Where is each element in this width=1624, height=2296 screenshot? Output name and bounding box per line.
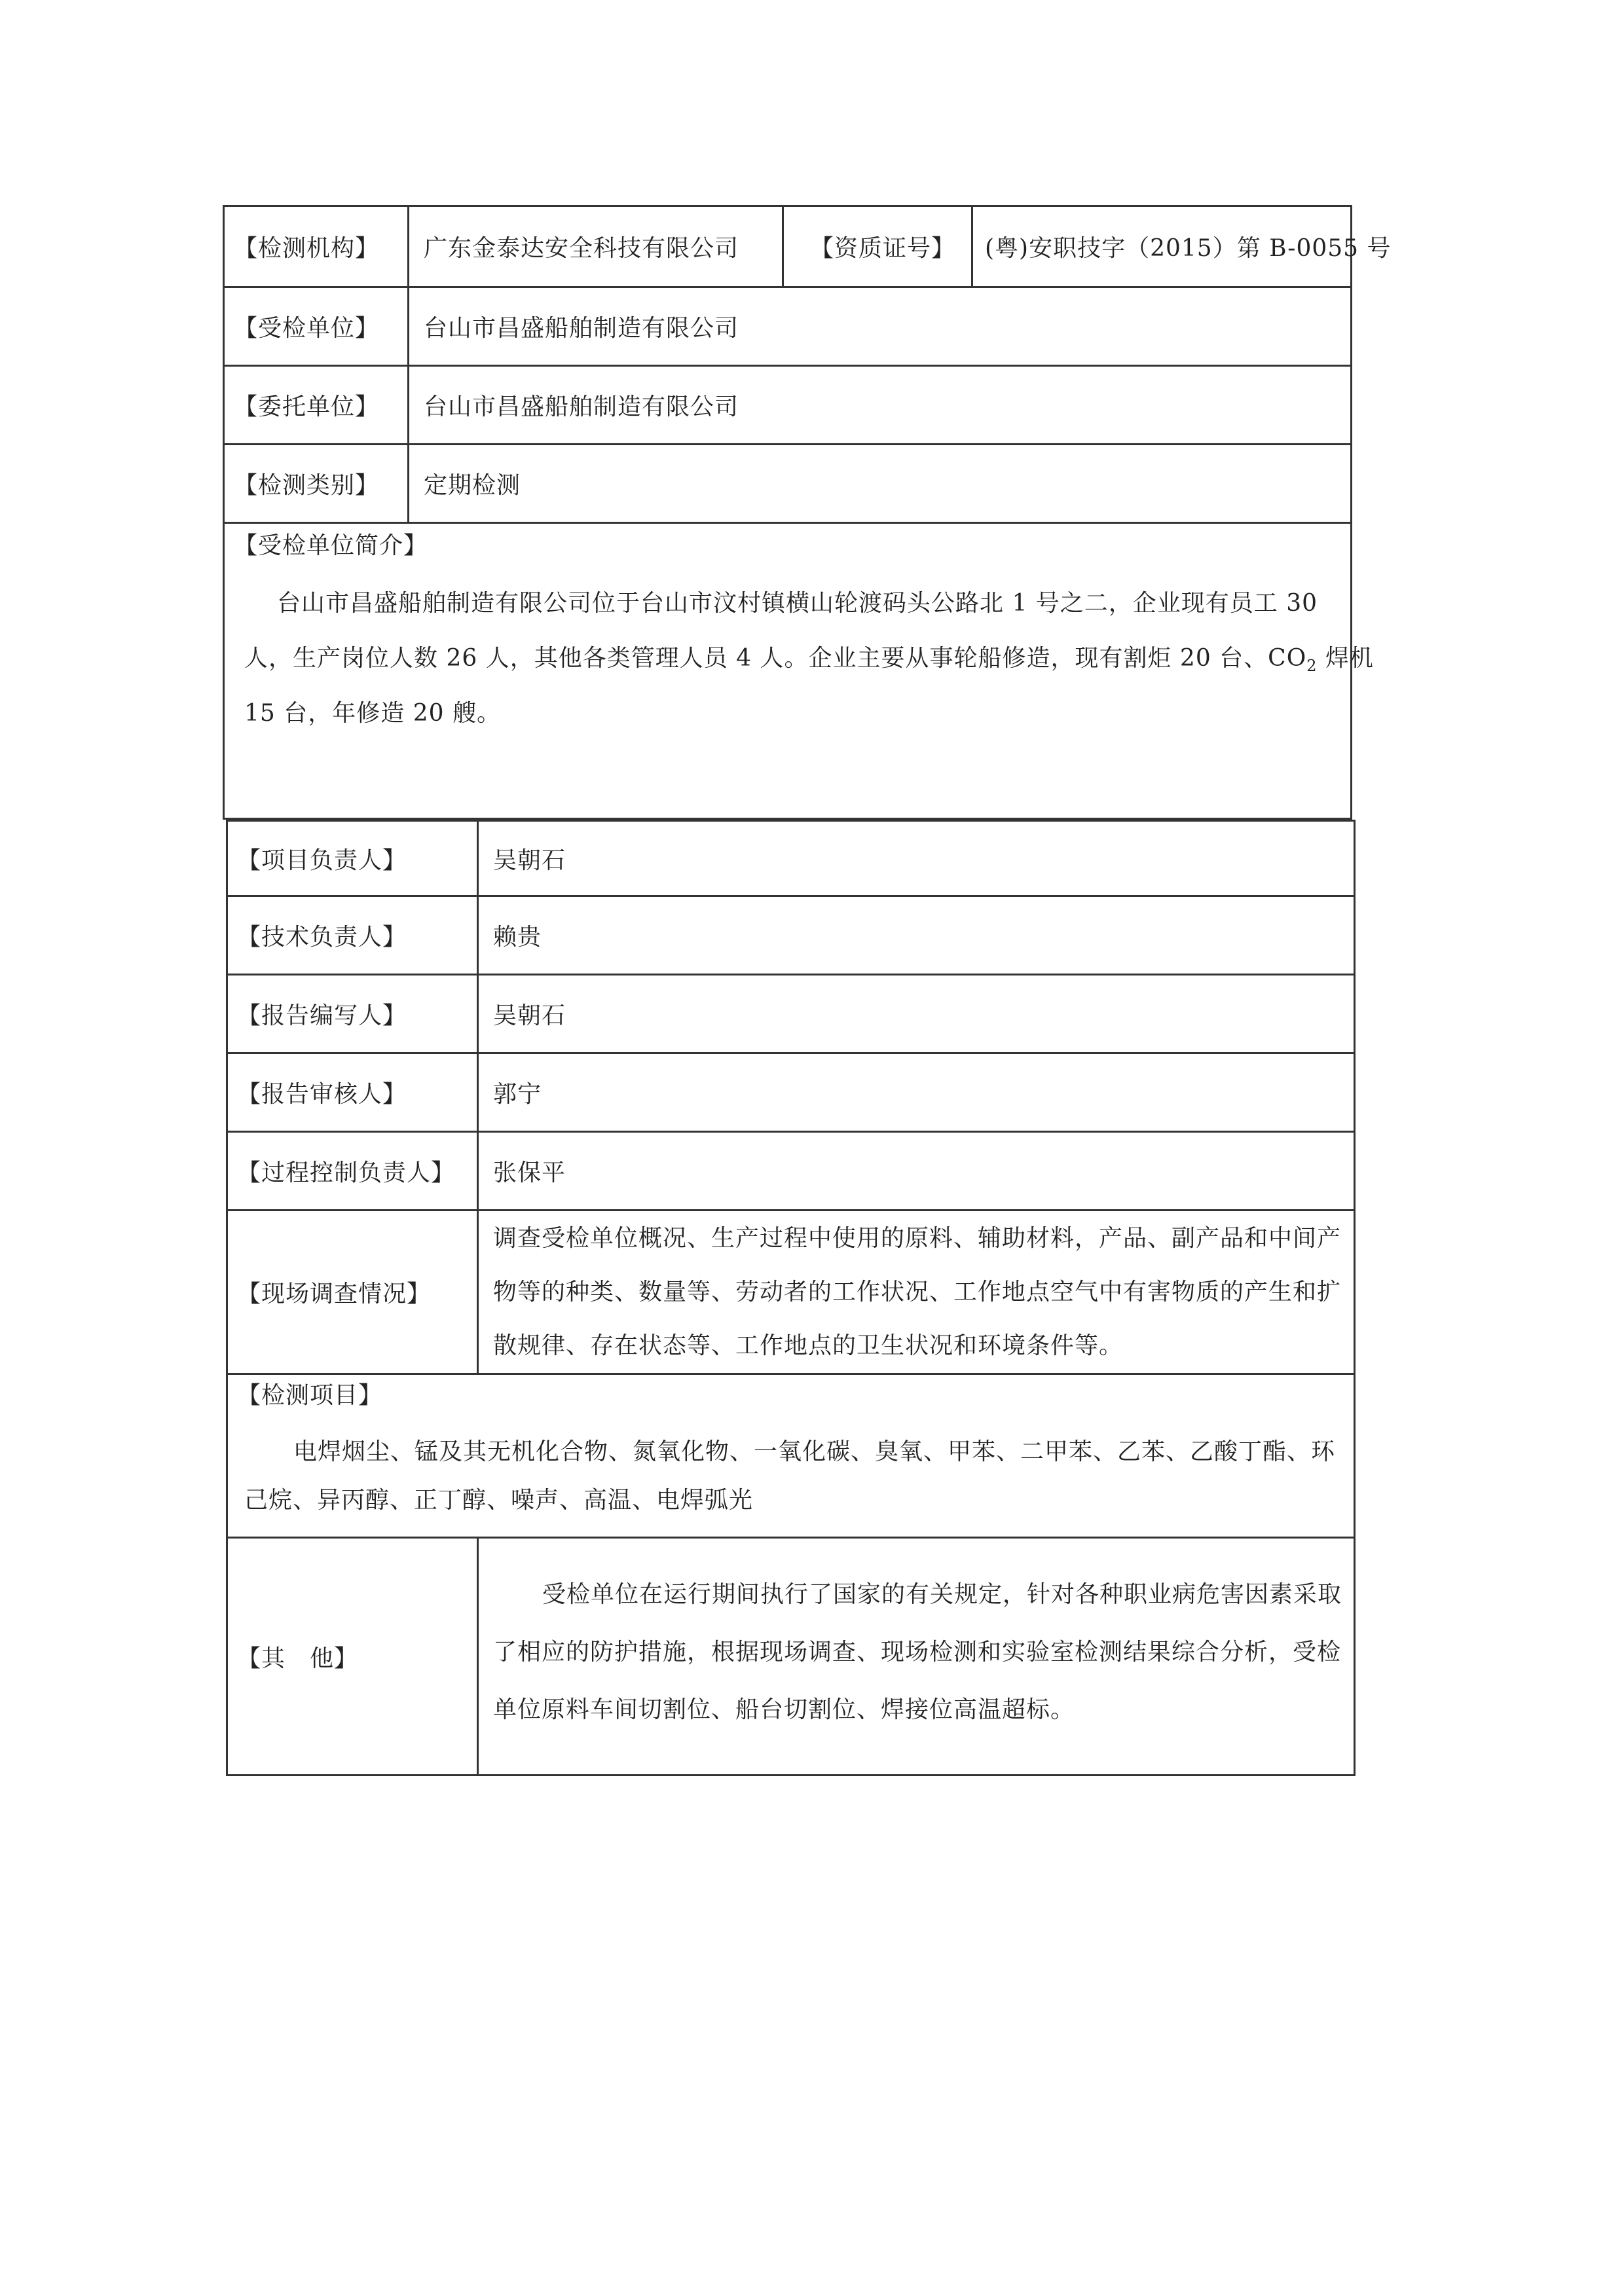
items-title: 【检测项目】: [237, 1382, 383, 1409]
profile-line-2-pre: 人，生产岗位人数 26 人，其他各类管理人员 4 人。企业主要从事轮船修造，现有割炬 20 台、CO: [244, 645, 1307, 672]
profile-line-2-post: 焊机: [1317, 645, 1374, 672]
cert-value: (粤)安职技字（2015）第 B-0055 号: [985, 235, 1392, 262]
inspected-value-cell: [409, 288, 1350, 365]
profile-line-2-sub: 2: [1306, 657, 1318, 675]
project-lead-label-cell: [228, 822, 479, 895]
category-value-cell: [409, 445, 1350, 522]
category-value: 定期检测: [424, 472, 521, 499]
process-lead-value: 张保平: [493, 1159, 566, 1186]
inspected-value: 台山市昌盛船舶制造有限公司: [424, 315, 739, 342]
row-org: [225, 207, 1392, 288]
profile-line-2: [244, 631, 1374, 693]
items-line-2: 己烷、异丙醇、正丁醇、噪声、高温、电焊弧光: [244, 1487, 754, 1514]
other-line-1: 受检单位在运行期间执行了国家的有关规定，针对各种职业病危害因素采取: [542, 1581, 1342, 1608]
writer-label-cell: [228, 975, 479, 1052]
survey-label: 【现场调查情况】: [237, 1281, 432, 1307]
client-label-cell: [225, 367, 409, 443]
row-profile: [225, 524, 1374, 820]
reviewer-label: 【报告审核人】: [237, 1081, 407, 1108]
inspected-label: 【受检单位】: [234, 315, 380, 342]
row-writer: [228, 975, 1354, 1054]
process-lead-label-cell: [228, 1133, 479, 1209]
row-reviewer: [228, 1054, 1354, 1133]
org-label-cell: [225, 207, 409, 286]
items-line-1: 电焊烟尘、锰及其无机化合物、氮氧化物、一氧化碳、臭氧、甲苯、二甲苯、乙苯、乙酸丁酯、环: [293, 1438, 1336, 1465]
writer-value-cell: [479, 975, 1354, 1052]
row-items: [228, 1375, 1354, 1539]
process-lead-value-cell: [479, 1133, 1354, 1209]
project-lead-label: 【项目负责人】: [237, 847, 407, 874]
row-process-lead: [228, 1133, 1354, 1211]
survey-line-2: 物等的种类、数量等、劳动者的工作状况、工作地点空气中有害物质的产生和扩: [493, 1279, 1342, 1305]
writer-label: 【报告编写人】: [237, 1002, 407, 1029]
other-label: 【其 他】: [237, 1645, 359, 1672]
row-category: [225, 445, 1350, 524]
category-label: 【检测类别】: [234, 472, 380, 499]
row-other: [228, 1539, 1354, 1774]
writer-value: 吴朝石: [493, 1002, 566, 1029]
tech-lead-label-cell: [228, 897, 479, 974]
survey-line-1: 调查受检单位概况、生产过程中使用的原料、辅助材料，产品、副产品和中间产: [493, 1225, 1342, 1252]
profile-line-1: 台山市昌盛船舶制造有限公司位于台山市汶村镇横山轮渡码头公路北 1 号之二，企业现有员工 30: [277, 590, 1318, 617]
other-line-3: 单位原料车间切割位、船台切割位、焊接位高温超标。: [493, 1696, 1075, 1723]
cert-label: 【资质证号】: [810, 235, 956, 262]
inspected-label-cell: [225, 288, 409, 365]
survey-label-cell: [228, 1211, 479, 1373]
row-inspected: [225, 288, 1350, 367]
cert-value-cell: [973, 207, 1392, 286]
tech-lead-value: 赖贵: [493, 924, 542, 951]
project-lead-value-cell: [479, 822, 1354, 895]
project-lead-value: 吴朝石: [493, 847, 566, 874]
row-project-lead: [228, 820, 1354, 897]
profile-line-3: 15 台，年修造 20 艘。: [244, 700, 501, 727]
row-client: [225, 367, 1350, 445]
process-lead-label: 【过程控制负责人】: [237, 1159, 456, 1186]
reviewer-value: 郭宁: [493, 1081, 542, 1108]
reviewer-value-cell: [479, 1054, 1354, 1131]
reviewer-label-cell: [228, 1054, 479, 1131]
other-label-cell: [228, 1539, 479, 1774]
report-info-table-top: [223, 205, 1392, 820]
report-info-table-bottom: [226, 820, 1356, 1776]
client-value-cell: [409, 367, 1350, 443]
survey-line-3: 散规律、存在状态等、工作地点的卫生状况和环境条件等。: [493, 1332, 1124, 1359]
profile-title: 【受检单位简介】: [234, 532, 428, 559]
cert-label-cell: [784, 207, 973, 286]
client-value: 台山市昌盛船舶制造有限公司: [424, 393, 739, 420]
tech-lead-label: 【技术负责人】: [237, 924, 407, 951]
client-label: 【委托单位】: [234, 393, 380, 420]
other-line-2: 了相应的防护措施，根据现场调查、现场检测和实验室检测结果综合分析，受检: [493, 1639, 1342, 1666]
row-tech-lead: [228, 897, 1354, 975]
row-survey: [228, 1211, 1354, 1375]
category-label-cell: [225, 445, 409, 522]
org-value-cell: [409, 207, 784, 286]
org-label: 【检测机构】: [234, 235, 380, 262]
org-value: 广东金泰达安全科技有限公司: [424, 235, 739, 262]
tech-lead-value-cell: [479, 897, 1354, 974]
